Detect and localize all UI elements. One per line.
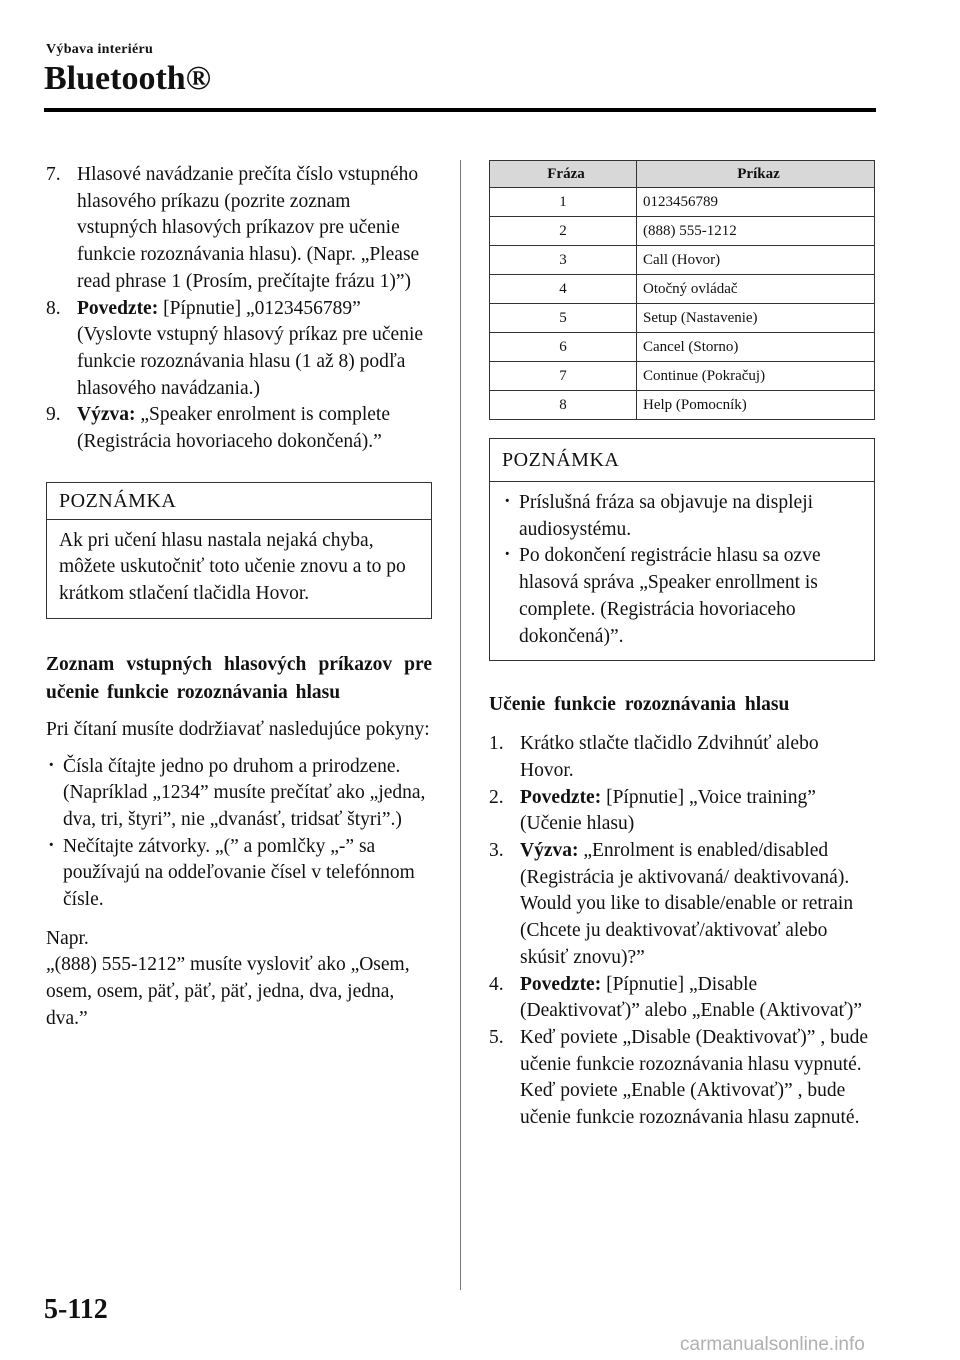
note-box-right (489, 438, 875, 661)
list-item (502, 490, 862, 543)
bullet-text: Nečítajte zátvorky. „(” a pomlčky „-” sa používajú na oddeľovanie čísel v telefónnom čísle. (63, 835, 415, 911)
list-item (46, 754, 432, 834)
section-heading: Učenie funkcie rozoznávania hlasu (489, 694, 790, 716)
right-column (489, 160, 875, 1132)
phrase-number: 2 (490, 217, 637, 246)
example-label: Napr. (46, 927, 89, 949)
step-text: [Pípnutie] „Disable (Deaktivovať)” alebo „Enable (Aktivovať)” (520, 973, 863, 1022)
table-row (490, 362, 875, 391)
list-item (489, 731, 875, 784)
phrase-number: 7 (490, 362, 637, 391)
note-body (490, 482, 874, 660)
left-column (46, 162, 432, 1033)
instruction-list (46, 754, 432, 914)
step-list-right (489, 731, 875, 1132)
column-header-phrase: Fráza (490, 161, 637, 188)
note-title: POZNÁMKA (47, 483, 431, 520)
column-divider (460, 160, 461, 1290)
list-item (489, 785, 875, 838)
list-item (489, 972, 875, 1025)
step-text: Keď poviete „Disable (Deaktivovať)” , bude učenie funkcie rozoznávania hlasu vypnuté. (520, 1026, 868, 1075)
list-item (46, 162, 432, 296)
list-item (46, 402, 432, 455)
step-keyword: Výzva: (520, 840, 579, 862)
phrase-number: 5 (490, 304, 637, 333)
phrase-number: 4 (490, 275, 637, 304)
header-rule (44, 108, 876, 112)
step-number: 3. (489, 840, 504, 862)
step-text: [Pípnutie] „Voice training” (Učenie hlasu) (520, 786, 816, 835)
command-text: Setup (Nastavenie) (637, 304, 875, 333)
phrase-number: 1 (490, 188, 637, 217)
step-number: 5. (489, 1026, 504, 1048)
command-text: Call (Hovor) (637, 246, 875, 275)
note-item-text: Po dokončení registrácie hlasu sa ozve hlasová správa „Speaker enrollment is complete. (Registrácia hovoriaceho dokončená)”. (519, 545, 821, 647)
table-row (490, 333, 875, 362)
table-row (490, 188, 875, 217)
example-text: „(888) 555-1212” musíte vysloviť ako „Osem, osem, osem, päť, päť, päť, jedna, dva, jedna, dva.” (46, 954, 410, 1029)
step-number: 8. (46, 297, 61, 319)
list-item (489, 838, 875, 972)
note-text: Ak pri učení hlasu nastala nejaká chyba, môžete uskutočniť toto učenie znovu a to po krátkom stlačení tlačidla Hovor. (59, 529, 406, 605)
phrase-number: 6 (490, 333, 637, 362)
table-row (490, 391, 875, 420)
step-text: Krátko stlačte tlačidlo Zdvihnúť alebo Hovor. (520, 733, 819, 781)
page-number: 5-112 (44, 1294, 108, 1325)
column-header-command: Príkaz (637, 161, 875, 188)
step-text: „Enrolment is enabled/disabled (Registrácia je aktivovaná/ deaktivovaná). Would you like to disable/enable or retrain (Chcete ju deaktivovať/aktivovať alebo skúsiť znovu)?” (520, 840, 854, 968)
intro-text: Pri čítaní musíte dodržiavať nasledujúce pokyny: (46, 718, 430, 740)
step-number: 1. (489, 733, 504, 755)
command-text: (888) 555-1212 (637, 217, 875, 246)
table-row (490, 304, 875, 333)
step-keyword: Povedzte: (520, 786, 602, 808)
list-item (489, 1025, 875, 1132)
list-item (46, 834, 432, 914)
section-heading: Zoznam vstupných hlasových príkazov pre učenie funkcie rozoznávania hlasu (46, 653, 432, 703)
chapter-title: Bluetooth® (44, 60, 212, 97)
step-number: 4. (489, 973, 504, 995)
list-item (46, 296, 432, 403)
watermark: carmanualsonline.info (680, 1334, 865, 1355)
step-text: [Pípnutie] „0123456789” (Vyslovte vstupný hlasový príkaz pre učenie funkcie rozoznávania hlasu (1 až 8) podľa hlasového navádzania.) (77, 297, 424, 399)
step-text: „Speaker enrolment is complete (Registrácia hovoriaceho dokončená).” (77, 404, 390, 453)
phrase-table (489, 160, 875, 420)
step-text: Hlasové navádzanie prečíta číslo vstupného hlasového príkazu (pozrite zoznam vstupných hlasových príkazov pre učenie funkcie rozoznávania hlasu). (Napr. „Please read phrase 1 (Prosím, prečítajte frázu 1)”) (77, 164, 420, 292)
table-row (490, 217, 875, 246)
note-list (502, 490, 862, 650)
command-text: Help (Pomocník) (637, 391, 875, 420)
table-header-row (490, 161, 875, 188)
command-text: Cancel (Storno) (637, 333, 875, 362)
table-row (490, 275, 875, 304)
step-number: 2. (489, 786, 504, 808)
note-item-text: Príslušná fráza sa objavuje na displeji audiosystému. (519, 492, 814, 540)
section-label: Výbava interiéru (46, 42, 154, 57)
note-title: POZNÁMKA (490, 439, 874, 482)
step-extra: Keď poviete „Enable (Aktivovať)” , bude učenie funkcie rozoznávania hlasu zapnuté. (520, 1080, 860, 1129)
phrase-number: 8 (490, 391, 637, 420)
step-keyword: Povedzte: (520, 973, 602, 995)
step-list-left (46, 162, 432, 456)
step-keyword: Výzva: (77, 404, 136, 426)
command-text: 0123456789 (637, 188, 875, 217)
command-text: Otočný ovládač (637, 275, 875, 304)
bullet-extra: (Napríklad „1234” musíte prečítať ako „jedna, dva, tri, štyri”, nie „dvanásť, tridsať štyri”.) (63, 782, 426, 830)
step-keyword: Povedzte: (77, 297, 159, 319)
phrase-number: 3 (490, 246, 637, 275)
table-row (490, 246, 875, 275)
list-item (502, 543, 862, 650)
step-number: 7. (46, 164, 61, 185)
bullet-text: Čísla čítajte jedno po druhom a prirodzene. (63, 755, 401, 777)
command-text: Continue (Pokračuj) (637, 362, 875, 391)
step-number: 9. (46, 404, 61, 426)
note-box-left (46, 482, 432, 619)
